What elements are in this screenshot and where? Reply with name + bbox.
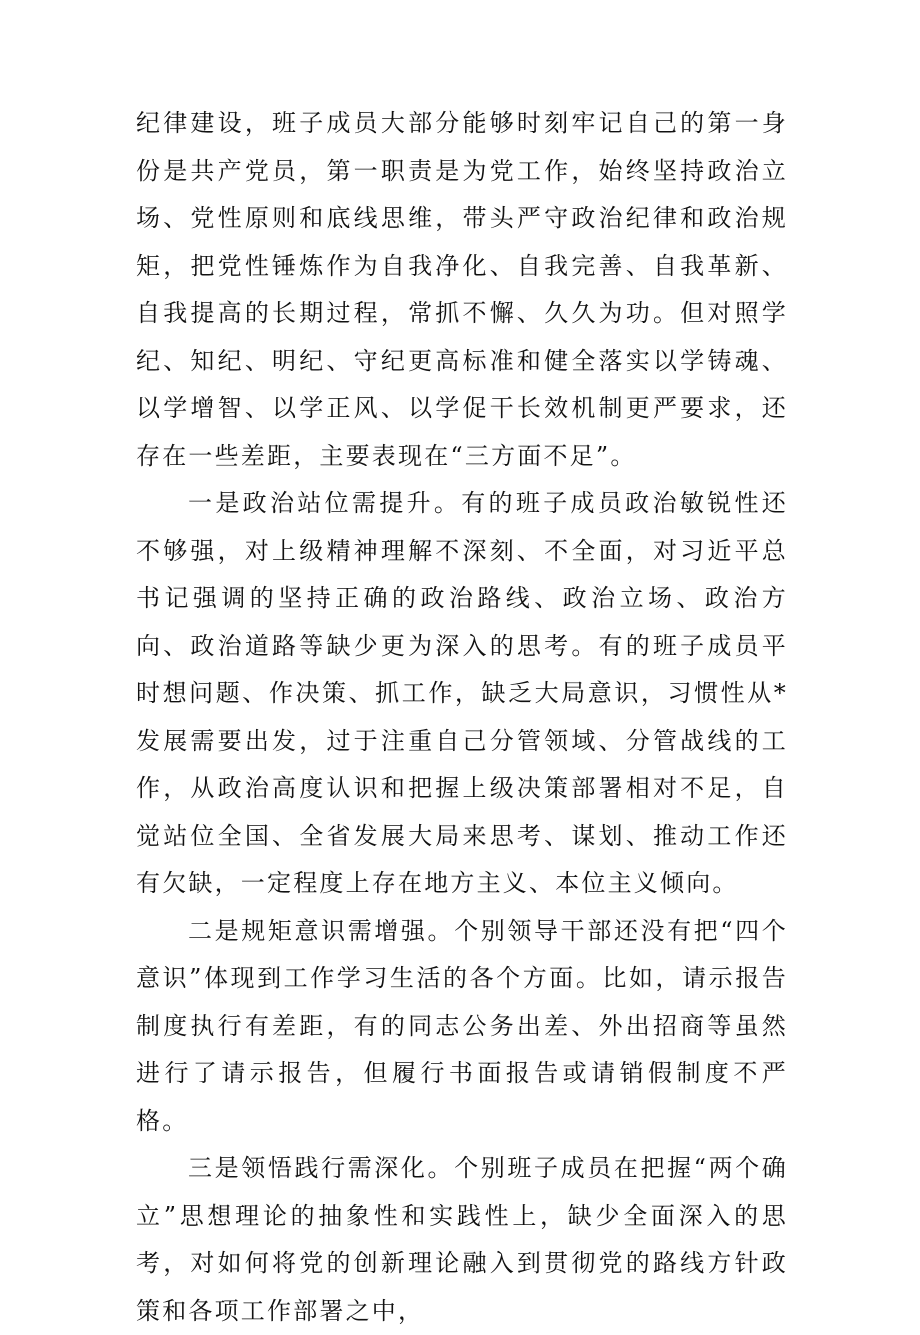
paragraph-political-stance: 一是政治站位需提升。有的班子成员政治敏锐性还不够强，对上级精神理解不深刻、不全面，对习近平总书记强调的坚持正确的政治路线、政治立场、政治方向、政治道路等缺少更为深入的思考。有的班子成员平时想问题、作决策、抓工作，缺乏大局意识，习惯性从*发展需要出发，过于注重自己分管领域、分管战线的工作，从政治高度认识和把握上级决策部署相对不足，自觉站位全国、全省发展大局来思考、谋划、推动工作还有欠缺，一定程度上存在地方主义、本位主义倾向。 (136, 489, 788, 897)
paragraph-continuation: 纪律建设，班子成员大部分能够时刻牢记自己的第一身份是共产党员，第一职责是为党工作，始终坚持政治立场、党性原则和底线思维，带头严守政治纪律和政治规矩，把党性锤炼作为自我净化、自我完善、自我革新、自我提高的长期过程，常抓不懈、久久为功。但对照学纪、知纪、明纪、守纪更高标准和健全落实以学铸魂、以学增智、以学正风、以学促干长效机制更严要求，还存在一些差距，主要表现在“三方面不足”。 (136, 109, 788, 470)
paragraph-understanding-practice: 三是领悟践行需深化。个别班子成员在把握“两个确立”思想理论的抽象性和实践性上，缺少全面深入的思考，对如何将党的创新理论融入到贯彻党的路线方针政策和各项工作部署之中， (136, 1154, 788, 1325)
paragraph-rules-awareness: 二是规矩意识需增强。个别领导干部还没有把“四个意识”体现到工作学习生活的各个方面。比如，请示报告制度执行有差距，有的同志公务出差、外出招商等虽然进行了请示报告，但履行书面报告或请销假制度不严格。 (136, 916, 788, 1135)
document-body (136, 100, 788, 1335)
